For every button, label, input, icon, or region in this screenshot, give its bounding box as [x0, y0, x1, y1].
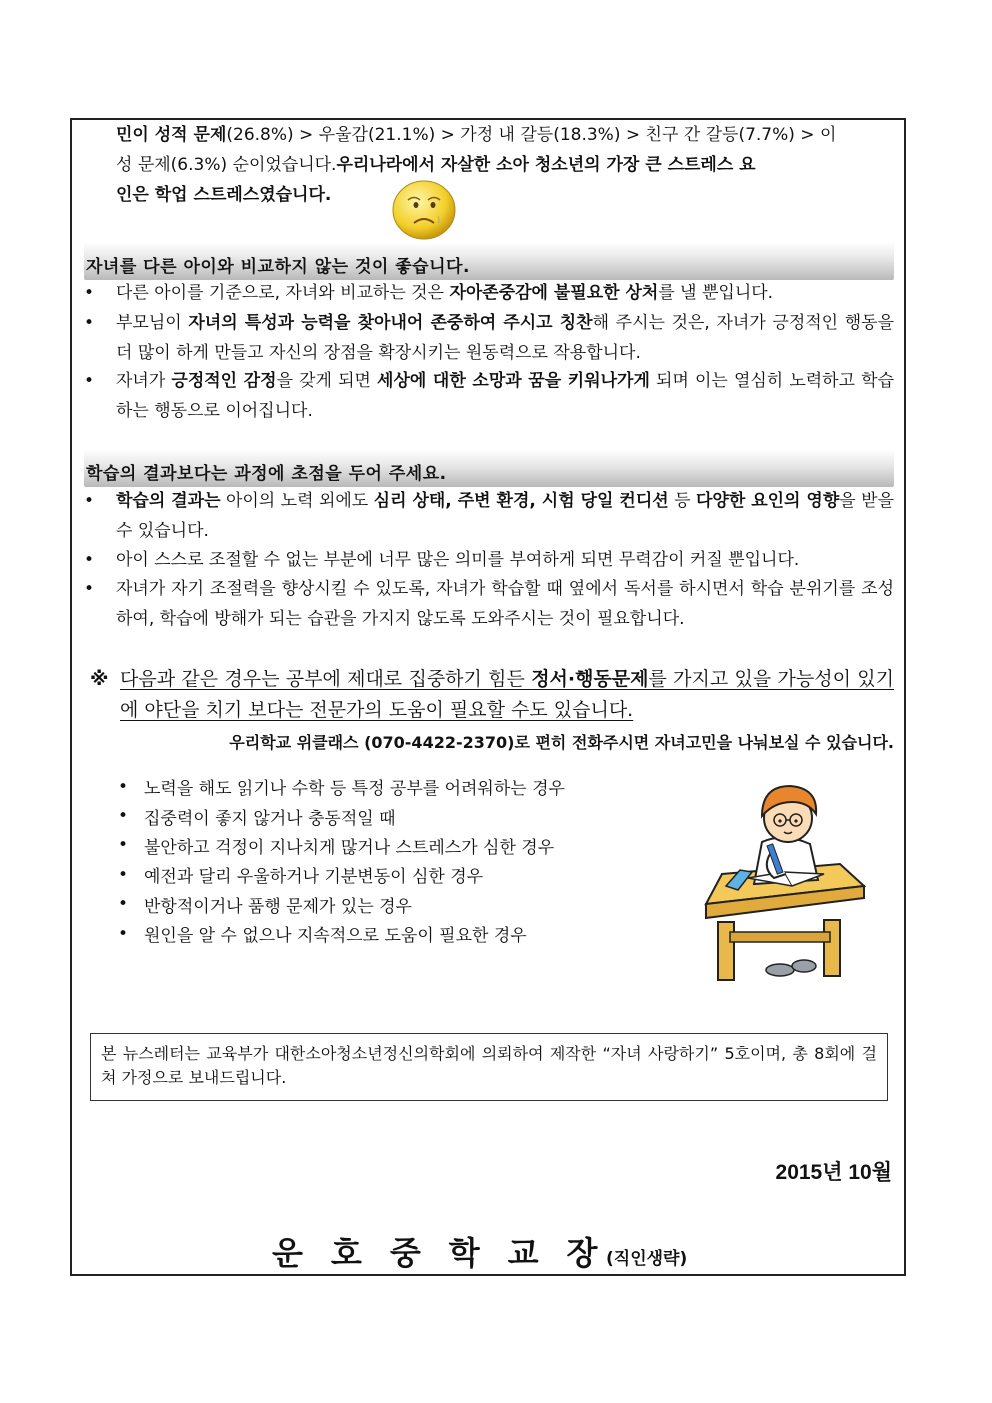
- bullet-dot: •: [84, 550, 95, 570]
- section1-title: 자녀를 다른 아이와 비교하지 않는 것이 좋습니다.: [86, 257, 470, 277]
- list-item: • 불안하고 걱정이 지나치게 많거나 스트레스가 심한 경우: [118, 835, 555, 858]
- bullet-dot: •: [84, 579, 95, 599]
- issue-date: 2015년 10월: [775, 1161, 892, 1184]
- bullet-dot: •: [84, 283, 95, 303]
- list-item: • 예전과 달리 우울하거나 기분변동이 심한 경우: [118, 864, 484, 888]
- section1-bullet-2: • 부모님이 자녀의 특성과 능력을 찾아내어 존중하여 주시고 칭찬해 주시는 것은, 자녀가 긍정적인 행동을 더 많이 하게 만들고 자신의 장점을 확장시키는 원동력으로 작용합니다.: [84, 308, 894, 368]
- list-item: • 노력을 해도 읽기나 수학 등 특정 공부를 어려워하는 경우: [118, 776, 565, 800]
- studying-boy-illustration: [700, 782, 868, 988]
- section2-bullet-1: • 학습의 결과는 아이의 노력 외에도 심리 상태, 주변 환경, 시험 당일 컨디션 등 다양한 요인의 영향을 받을 수 있습니다.: [84, 486, 894, 546]
- intro-line-2: 성 문제(6.3%) 순이었습니다.우리나라에서 자살한 소아 청소년의 가장 큰 스트레스 요: [116, 155, 756, 175]
- section1-bullet-1: • 다른 아이를 기준으로, 자녀와 비교하는 것은 자아존중감에 불필요한 상처를 낼 뿐입니다.: [84, 278, 894, 308]
- intro-paragraph: [116, 120, 894, 210]
- list-item: • 집중력이 좋지 않거나 충동적일 때: [118, 806, 396, 829]
- bullet-dot: •: [84, 313, 95, 333]
- list-item: • 반항적이거나 품행 문제가 있는 경우: [118, 894, 412, 917]
- intro-line-3: 인은 학업 스트레스였습니다.: [116, 185, 332, 205]
- section2-title: 학습의 결과보다는 과정에 초점을 두어 주세요.: [86, 464, 447, 484]
- bullet-dot: •: [84, 491, 95, 511]
- weclass-contact: 우리학교 위클래스 (070-4422-2370)로 편히 전화주시면 자녀고민을 나눠보실 수 있습니다.: [229, 733, 894, 752]
- seal-omitted-note: (직인생략): [606, 1249, 688, 1269]
- case-list: [118, 772, 678, 948]
- notice-paragraph: ※ 다음과 같은 경우는 공부에 제대로 집중하기 힘든 정서·행동문제를 가지고 있을 가능성이 있기에 야단을 치기 보다는 전문가의 도움이 필요할 수도 있습니다.: [90, 664, 894, 726]
- list-item: • 원인을 알 수 없으나 지속적으로 도움이 필요한 경우: [118, 923, 527, 947]
- notice-mark: ※: [90, 668, 109, 690]
- section2-bullet-3: • 자녀가 자기 조절력을 향상시킬 수 있도록, 자녀가 학습할 때 옆에서 독서를 하시면서 학습 분위기를 조성하여, 학습에 방해가 되는 습관을 가지지 않도록 도와주시는 것이 필요합니다.: [84, 574, 894, 634]
- sad-face-icon: [390, 178, 458, 242]
- principal-signature: 운호중학교장: [272, 1234, 626, 1272]
- section2-bullet-2: • 아이 스스로 조절할 수 없는 부분에 너무 많은 의미를 부여하게 되면 무력감이 커질 뿐입니다.: [84, 545, 894, 575]
- intro-line-1: 민이 성적 문제(26.8%) > 우울감(21.1%) > 가정 내 갈등(18.3%) > 친구 간 갈등(7.7%) > 이: [116, 125, 837, 145]
- bullet-dot: •: [84, 371, 95, 391]
- newsletter-note: 본 뉴스레터는 교육부가 대한소아청소년정신의학회에 의뢰하여 제작한 “자녀 사랑하기” 5호이며, 총 8회에 걸쳐 가정으로 보내드립니다.: [90, 1033, 888, 1101]
- section1-bullet-3: • 자녀가 긍정적인 감정을 갖게 되면 세상에 대한 소망과 꿈을 키워나가게 되며 이는 열심히 노력하고 학습하는 행동으로 이어집니다.: [84, 366, 894, 426]
